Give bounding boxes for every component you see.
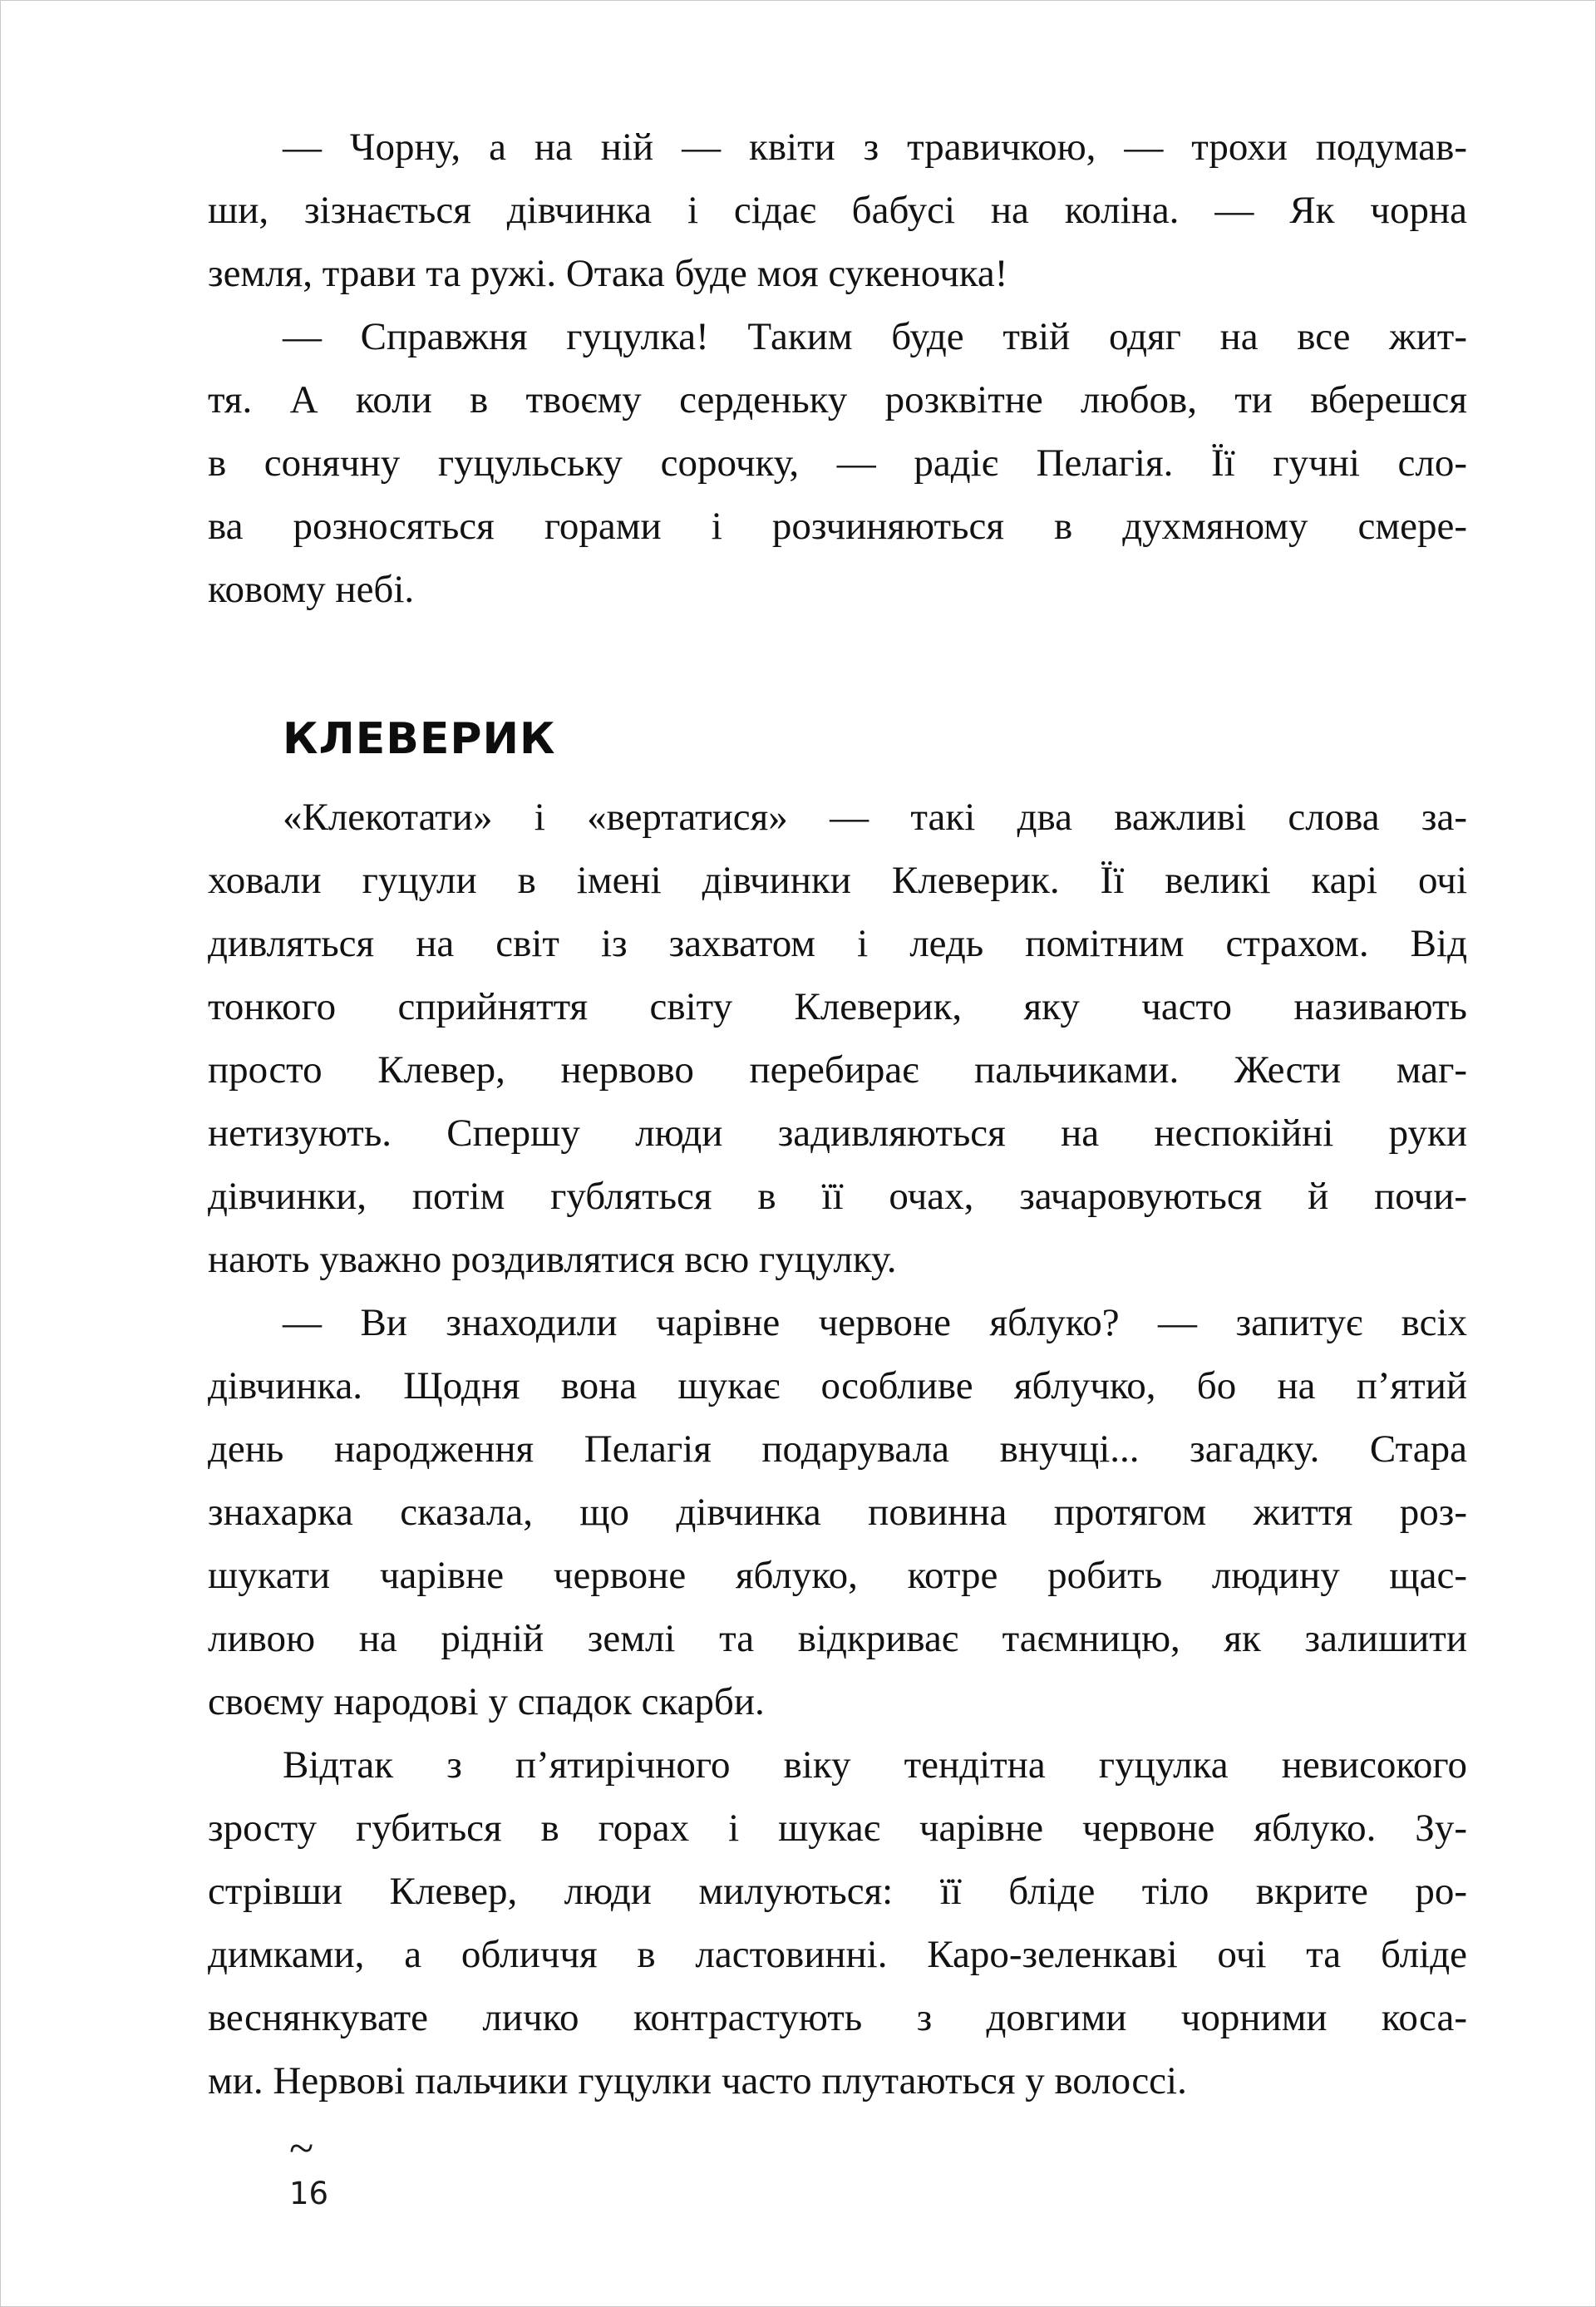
text-line: ховали гуцули в імені дівчинки Клеверик. Її великі карі очі [208, 859, 1467, 902]
text-line: дівчинка. Щодня вона шукає особливе яблучко, бо на п’ятий [208, 1364, 1467, 1407]
text-line: день народження Пелагія подарувала внучці... загадку. Стара [208, 1427, 1467, 1471]
paragraph [208, 116, 1467, 305]
paragraph [208, 1733, 1467, 2112]
text-line: ши, зізнається дівчинка і сідає бабусі на коліна. — Як чорна [208, 189, 1467, 232]
text-line: знахарка сказала, що дівчинка повинна протягом життя роз- [208, 1491, 1467, 1534]
text-line: нетизують. Спершу люди задивляються на неспокійні руки [208, 1112, 1467, 1155]
text-line: шукати чарівне червоне яблуко, котре робить людину щас- [208, 1554, 1467, 1597]
text-line: в сонячну гуцульську сорочку, — радіє Пелагія. Її гучні сло- [208, 441, 1467, 485]
text-line: «Клекотати» і «вертатися» — такі два важливі слова за- [283, 796, 1467, 839]
text-line: ковому небі. [208, 568, 415, 611]
section-heading: КЛЕВЕРИК [283, 714, 556, 764]
text-line: нають уважно роздивлятися всю гуцулку. [208, 1238, 897, 1281]
text-line: земля, трави та ружі. Отака буде моя сукеночка! [208, 252, 1008, 295]
text-line: Відтак з п’ятирічного віку тендітна гуцулка невисокого [283, 1743, 1467, 1787]
page-content [208, 116, 1467, 2112]
text-line: дивляться на світ із захватом і ледь помітним страхом. Від [208, 922, 1467, 965]
text-line: тонкого сприйняття світу Клеверик, яку часто називають [208, 985, 1467, 1028]
text-line: ва розносяться горами і розчиняються в духмяному смере- [208, 505, 1467, 548]
text-line: — Ви знаходили чарівне червоне яблуко? — запитує всіх [283, 1301, 1467, 1344]
text-line: тя. А коли в твоєму серденьку розквітне любов, ти вберешся [208, 378, 1467, 421]
text-line: ливою на рідній землі та відкриває таємницю, як залишити [208, 1617, 1467, 1660]
text-line: стрівши Клевер, люди милуються: її бліде тіло вкрите ро- [208, 1870, 1467, 1913]
text-line: просто Клевер, нервово перебирає пальчиками. Жести маг- [208, 1048, 1467, 1092]
paragraph [208, 1291, 1467, 1733]
text-line: — Справжня гуцулка! Таким буде твій одяг на все жит- [283, 315, 1467, 358]
paragraph [208, 786, 1467, 1291]
text-line: димками, а обличчя в ластовинні. Каро-зеленкаві очі та бліде [208, 1933, 1467, 1976]
text-line: ми. Нервові пальчики гуцулки часто плутаються у волоссі. [208, 2059, 1187, 2102]
page-number: 16 [289, 2176, 329, 2211]
page-footer [289, 2123, 329, 2212]
text-line: своєму народові у спадок скарби. [208, 1680, 765, 1723]
paragraph [208, 305, 1467, 621]
text-line: дівчинки, потім губляться в її очах, зачаровуються й почи- [208, 1175, 1467, 1218]
text-line: зросту губиться в горах і шукає чарівне червоне яблуко. Зу- [208, 1807, 1467, 1850]
footer-ornament: ~ [289, 2123, 314, 2173]
text-line: веснянкувате личко контрастують з довгими чорними коса- [208, 1996, 1467, 2039]
text-line: — Чорну, а на ній — квіти з травичкою, — трохи подумав- [283, 126, 1467, 169]
